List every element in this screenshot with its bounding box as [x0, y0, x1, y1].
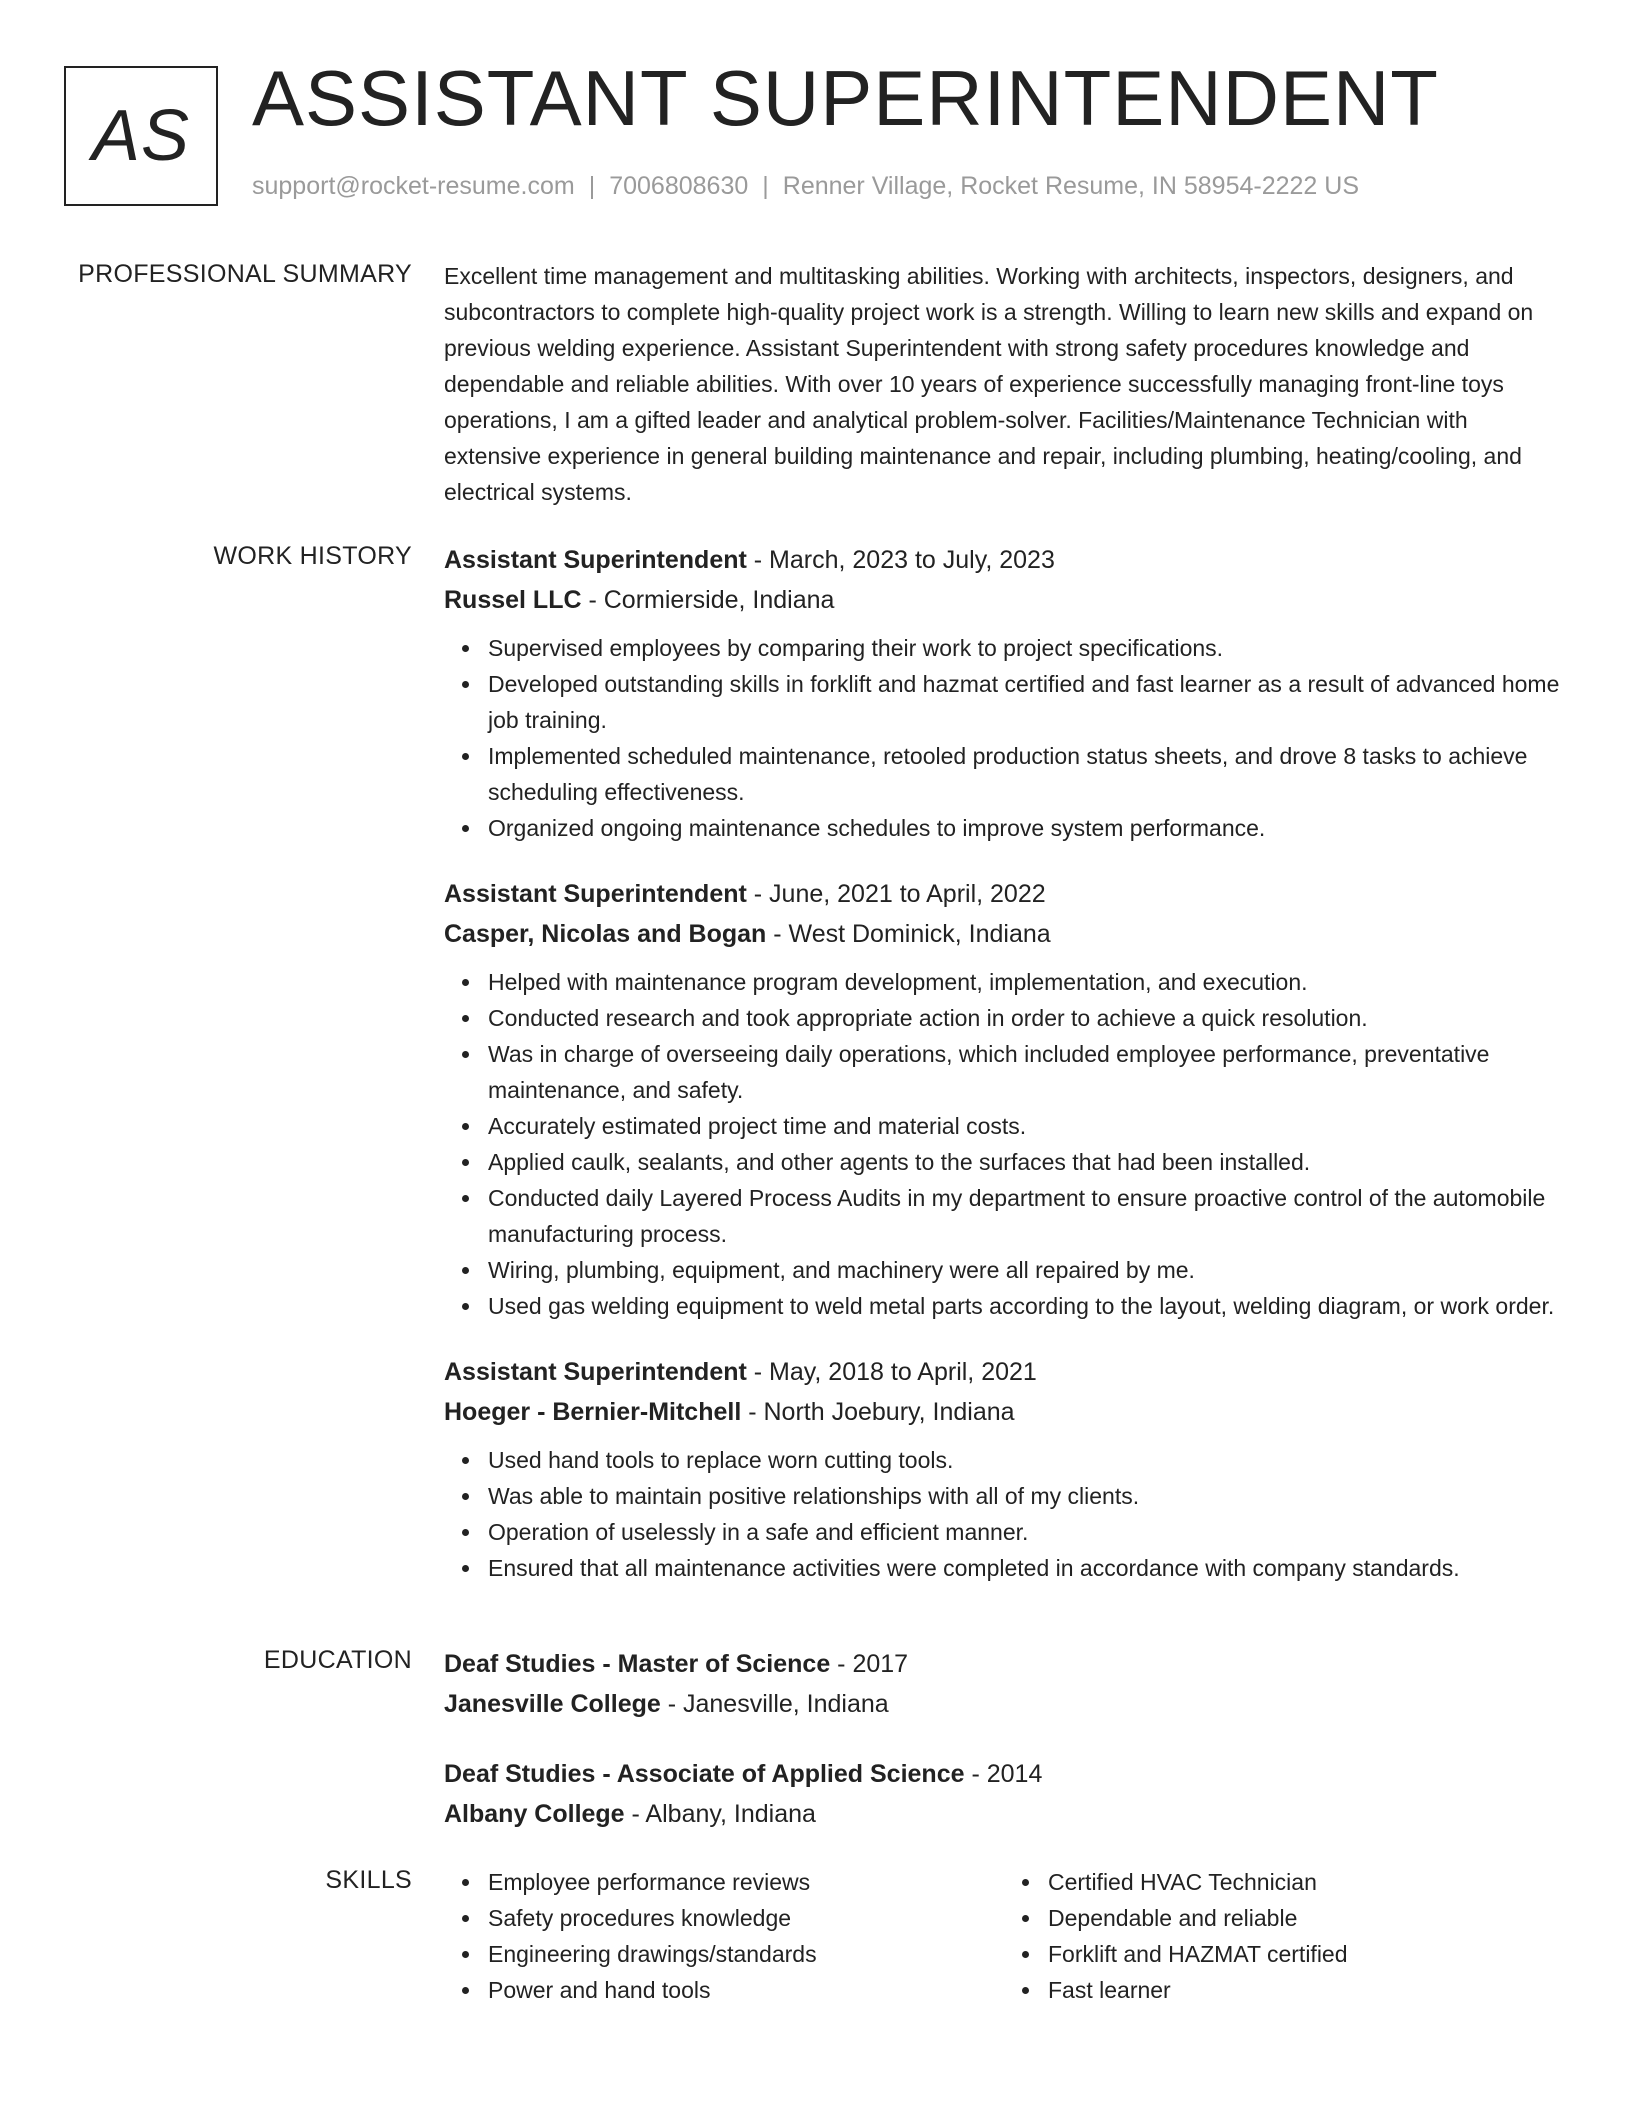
- section-body: [444, 540, 1564, 1614]
- school-line: [444, 1794, 1564, 1834]
- company-location: - West Dominick, Indiana: [766, 920, 1051, 948]
- skill-item: Fast learner: [1048, 1972, 1564, 2008]
- job-title: Assistant Superintendent: [444, 546, 747, 574]
- list-item: Helped with maintenance program development, implementation, and execution.: [488, 964, 1564, 1000]
- school-line: [444, 1684, 1564, 1724]
- skill-item: Employee performance reviews: [488, 1864, 1004, 1900]
- contact-email[interactable]: support@rocket-resume.com: [252, 172, 575, 200]
- degree-line: [444, 1644, 1564, 1684]
- list-item: Supervised employees by comparing their work to project specifications.: [488, 630, 1564, 666]
- company-location: - Cormierside, Indiana: [581, 586, 835, 614]
- list-item: Conducted research and took appropriate action in order to achieve a quick resolution.: [488, 1000, 1564, 1036]
- list-item: Organized ongoing maintenance schedules to improve system performance.: [488, 810, 1564, 846]
- company-location: - North Joebury, Indiana: [741, 1398, 1015, 1426]
- company-name: Hoeger - Bernier-Mitchell: [444, 1398, 742, 1426]
- school-name: Janesville College: [444, 1690, 661, 1718]
- section-label: SKILLS: [325, 1866, 412, 1894]
- contact-line: [252, 172, 1359, 201]
- list-item: Used hand tools to replace worn cutting tools.: [488, 1442, 1564, 1478]
- job-title-line: [444, 874, 1564, 914]
- contact-separator: |: [588, 172, 596, 200]
- job-title-line: [444, 1352, 1564, 1392]
- list-item: Developed outstanding skills in forklift and hazmat certified and fast learner as a result of advanced home job training.: [488, 666, 1564, 738]
- section-body: [444, 1864, 1564, 2008]
- graduation-year: - 2014: [964, 1760, 1043, 1788]
- monogram: AS: [64, 66, 218, 206]
- school-name: Albany College: [444, 1800, 625, 1828]
- company-name: Russel LLC: [444, 586, 582, 614]
- summary-text: Excellent time management and multitasking abilities. Working with architects, inspectors, designers, and subcontractors to complete high-quality project work is a strength. Willing to learn new skills and expand on previous welding experience. Assistant Superintendent with strong safety procedures knowledge and dependable and reliable abilities. With over 10 years of experience successfully managing front-line toys operations, I am a gifted leader and analytical problem-solver. Facilities/Maintenance Technician with extensive experience in general building maintenance and repair, including plumbing, heating/cooling, and electrical systems.: [444, 263, 1534, 505]
- job-dates: - March, 2023 to July, 2023: [746, 546, 1055, 574]
- job-title: Assistant Superintendent: [444, 880, 747, 908]
- list-item: Was in charge of overseeing daily operations, which included employee performance, preventative maintenance, and safety.: [488, 1036, 1564, 1108]
- list-item: Used gas welding equipment to weld metal parts according to the layout, welding diagram, or work order.: [488, 1288, 1564, 1324]
- job-title: Assistant Superintendent: [444, 1358, 747, 1386]
- skills-column-left: [444, 1864, 1004, 2008]
- company-name: Casper, Nicolas and Bogan: [444, 920, 767, 948]
- contact-separator: |: [762, 172, 769, 200]
- section-skills: [0, 1864, 1632, 2008]
- education-entry: [444, 1644, 1564, 1724]
- section-education: [0, 1644, 1632, 1834]
- job-bullets: [444, 964, 1564, 1324]
- job-entry: [444, 540, 1564, 846]
- company-line: [444, 1392, 1564, 1432]
- list-item: Ensured that all maintenance activities were completed in accordance with company standards.: [488, 1550, 1564, 1586]
- list-item: Wiring, plumbing, equipment, and machinery were all repaired by me.: [488, 1252, 1564, 1288]
- skill-item: Power and hand tools: [488, 1972, 1004, 2008]
- education-entry: [444, 1754, 1564, 1834]
- company-line: [444, 914, 1564, 954]
- skill-item: Safety procedures knowledge: [488, 1900, 1004, 1936]
- job-dates: - May, 2018 to April, 2021: [746, 1358, 1037, 1386]
- contact-address: Renner Village, Rocket Resume, IN 58954-2222 US: [782, 172, 1360, 200]
- section-label: WORK HISTORY: [213, 542, 412, 570]
- section-work-history: [0, 540, 1632, 1614]
- job-dates: - June, 2021 to April, 2022: [746, 880, 1046, 908]
- skill-item: Forklift and HAZMAT certified: [1048, 1936, 1564, 1972]
- page-title: ASSISTANT SUPERINTENDENT: [252, 54, 1439, 142]
- degree: Deaf Studies - Associate of Applied Science: [444, 1760, 965, 1788]
- contact-phone: 7006808630: [609, 172, 749, 200]
- section-summary: [0, 258, 1632, 510]
- section-label: PROFESSIONAL SUMMARY: [78, 260, 412, 288]
- list-item: Implemented scheduled maintenance, retooled production status sheets, and drove 8 tasks to achieve scheduling effectiveness.: [488, 738, 1564, 810]
- list-item: Was able to maintain positive relationships with all of my clients.: [488, 1478, 1564, 1514]
- resume-content: [0, 258, 1632, 2038]
- degree-line: [444, 1754, 1564, 1794]
- job-entry: [444, 1352, 1564, 1586]
- degree: Deaf Studies - Master of Science: [444, 1650, 831, 1678]
- list-item: Accurately estimated project time and material costs.: [488, 1108, 1564, 1144]
- school-location: - Albany, Indiana: [624, 1800, 816, 1828]
- school-location: - Janesville, Indiana: [660, 1690, 889, 1718]
- skill-item: Engineering drawings/standards: [488, 1936, 1004, 1972]
- job-bullets: [444, 630, 1564, 846]
- skill-item: Certified HVAC Technician: [1048, 1864, 1564, 1900]
- skills-column-right: [1004, 1864, 1564, 2008]
- section-body: [444, 258, 1564, 510]
- section-body: [444, 1644, 1564, 1834]
- graduation-year: - 2017: [830, 1650, 909, 1678]
- job-entry: [444, 874, 1564, 1324]
- list-item: Conducted daily Layered Process Audits in my department to ensure proactive control of the automobile manufacturing process.: [488, 1180, 1564, 1252]
- list-item: Applied caulk, sealants, and other agents to the surfaces that had been installed.: [488, 1144, 1564, 1180]
- job-title-line: [444, 540, 1564, 580]
- skill-item: Dependable and reliable: [1048, 1900, 1564, 1936]
- skills-grid: [444, 1864, 1564, 2008]
- company-line: [444, 580, 1564, 620]
- section-label: EDUCATION: [263, 1646, 412, 1674]
- list-item: Operation of uselessly in a safe and efficient manner.: [488, 1514, 1564, 1550]
- job-bullets: [444, 1442, 1564, 1586]
